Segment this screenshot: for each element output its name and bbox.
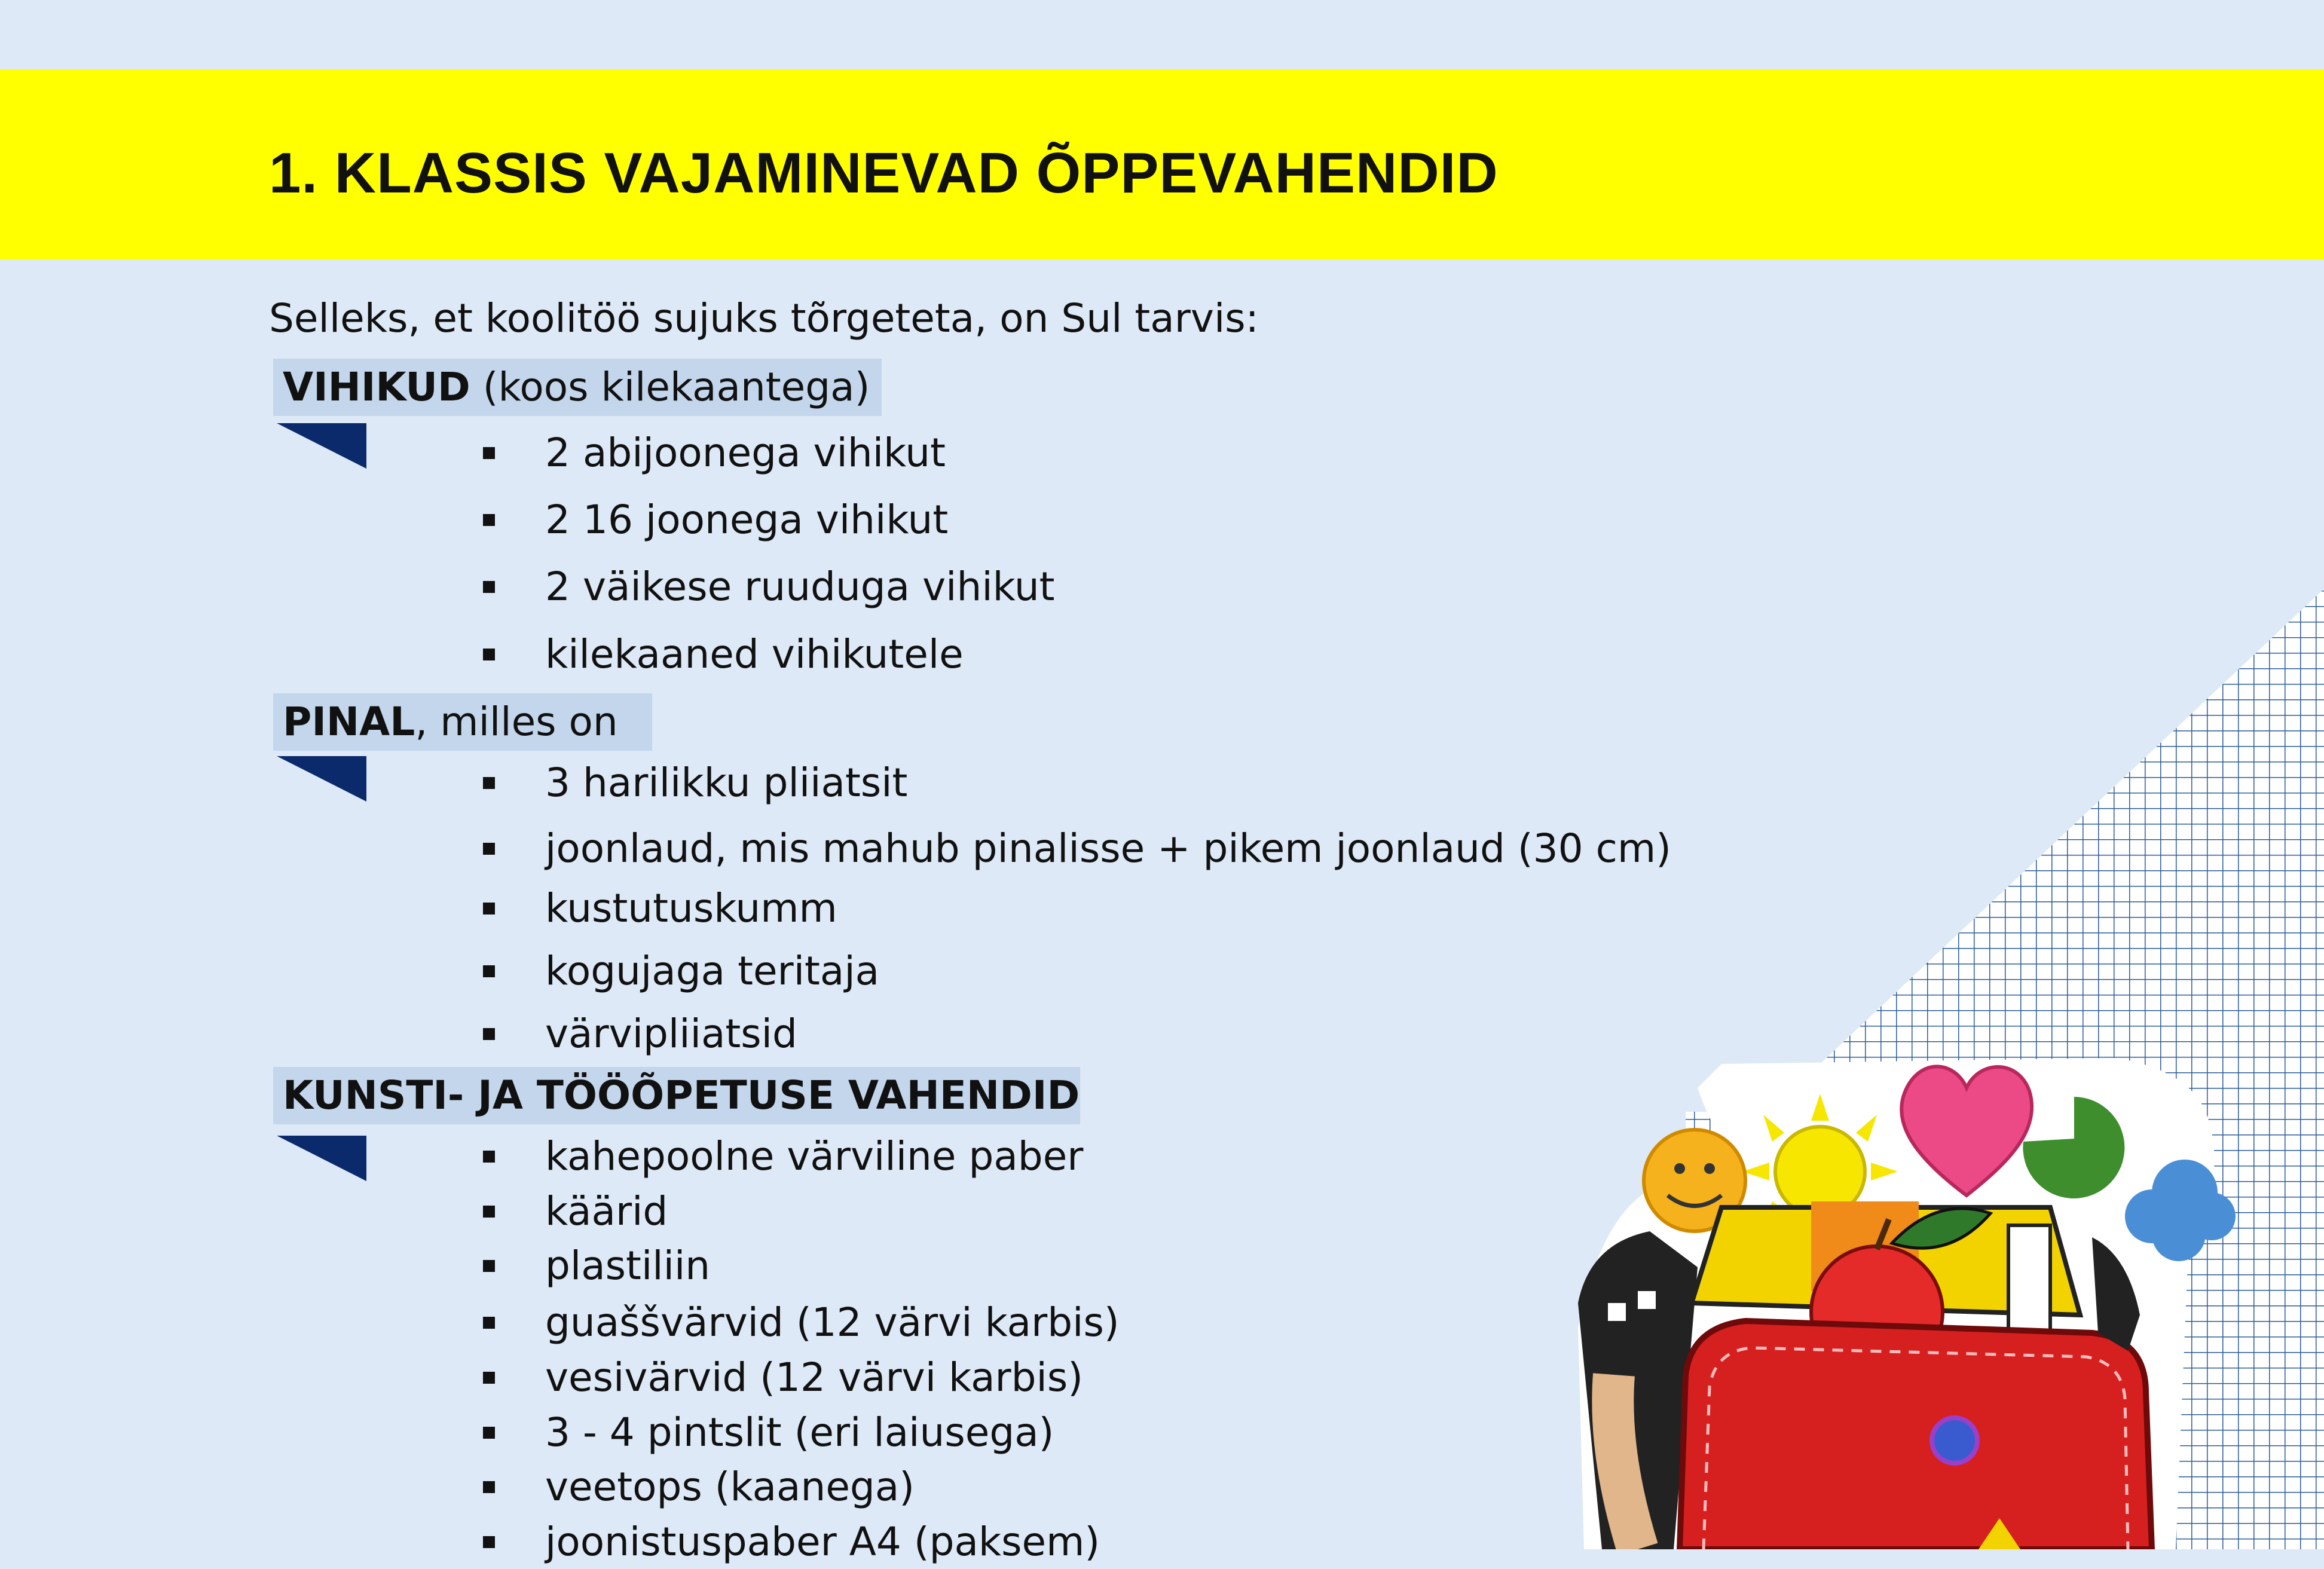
list-item: guaššvärvid (12 värvi karbis)	[483, 1296, 1120, 1350]
list-item: 2 16 joonega vihikut	[483, 493, 948, 547]
intro-text: Selleks, et koolitöö sujuks tõrgeteta, on Sul tarvis:	[269, 295, 1259, 341]
list-item: joonlaud, mis mahub pinalisse + pikem joonlaud (30 cm)	[483, 822, 1671, 876]
list-item: 2 abijoonega vihikut	[483, 426, 946, 480]
list-item: vesivärvid (12 värvi karbis)	[483, 1351, 1083, 1405]
section-heading-bold: PINAL	[283, 699, 415, 745]
list-item: 3 harilikku pliiatsit	[483, 756, 907, 810]
page-title: 1. KLASSIS VAJAMINEVAD ÕPPEVAHENDID	[269, 141, 1499, 205]
list-item: 2 väikese ruuduga vihikut	[483, 560, 1055, 614]
section-heading-bold: KUNSTI- JA TÖÖÕPETUSE VAHENDID	[283, 1072, 1080, 1118]
list-item: 3 - 4 pintslit (eri laiusega)	[483, 1406, 1054, 1460]
list-item: veetops (kaanega)	[483, 1460, 915, 1514]
section-heading-bold: VIHIKUD	[283, 364, 470, 410]
list-item: kogujaga teritaja	[483, 944, 879, 998]
list-item: kilekaaned vihikutele	[483, 628, 964, 681]
list-item: plastiliin	[483, 1239, 710, 1293]
list-item: joonistuspaber A4 (paksem)	[483, 1515, 1100, 1569]
list-item: värvipliiatsid	[483, 1007, 797, 1061]
section-heading-rest: (koos kilekaantega)	[470, 364, 870, 410]
section-heading-rest: , milles on	[415, 699, 618, 745]
list-item: kustutuskumm	[483, 882, 837, 935]
list-item: kahepoolne värviline paber	[483, 1130, 1083, 1183]
list-item: käärid	[483, 1185, 668, 1238]
